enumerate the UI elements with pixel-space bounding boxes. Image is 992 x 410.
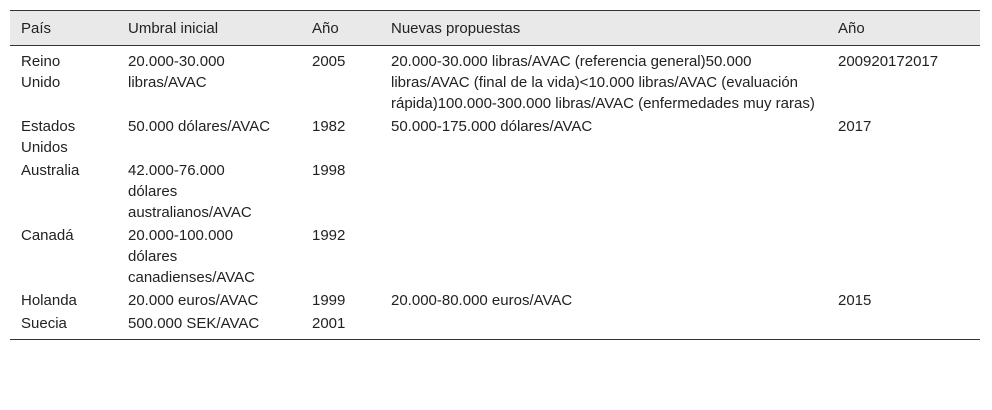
table-row (10, 115, 980, 159)
threshold-table (10, 10, 980, 340)
cell-ano: 1992 (312, 227, 346, 244)
cell-propuestas: 20.000-80.000 euros/AVAC (391, 292, 573, 309)
cell-umbral: 42.000-76.000 dólares australianos/AVAC (128, 162, 252, 221)
cell-pais: Suecia (21, 315, 67, 332)
cell-propuestas: 20.000-30.000 libras/AVAC (referencia general)50.000 libras/AVAC (final de la vida)<10.000 libras/AVAC (evaluación rápida)100.000-300.000 libras/AVAC (enfermedades muy raras) (391, 53, 815, 112)
cell-ano: 1982 (312, 118, 346, 135)
cell-pais: Estados Unidos (21, 118, 76, 156)
cell-propuestas (380, 159, 827, 224)
cell-pais: Reino Unido (21, 53, 61, 91)
table-row (10, 159, 980, 224)
cell-ano: 1999 (312, 292, 346, 309)
cell-pais: Holanda (21, 292, 77, 309)
cell-ano: 2005 (312, 53, 346, 70)
table-row (10, 289, 980, 312)
cell-umbral: 20.000 euros/AVAC (128, 292, 259, 309)
header-nuevas-propuestas: Nuevas propuestas (391, 20, 521, 37)
table-body (10, 46, 980, 340)
cell-pais: Australia (21, 162, 80, 179)
cell-ano-propuestas (827, 224, 980, 289)
header-ano-propuestas: Año (838, 20, 865, 37)
cell-ano-propuestas (827, 312, 980, 340)
cell-ano-propuestas: 2015 (838, 292, 872, 309)
table-row (10, 46, 980, 116)
header-pais: País (21, 20, 52, 37)
cell-propuestas: 50.000-175.000 dólares/AVAC (391, 118, 593, 135)
cell-ano-propuestas: 200920172017 (838, 53, 939, 70)
cell-ano: 2001 (312, 315, 346, 332)
cell-umbral: 20.000-100.000 dólares canadienses/AVAC (128, 227, 256, 286)
header-umbral-inicial: Umbral inicial (128, 20, 219, 37)
header-ano: Año (312, 20, 339, 37)
cell-umbral: 20.000-30.000 libras/AVAC (128, 53, 225, 91)
cell-ano-propuestas: 2017 (838, 118, 872, 135)
cell-ano: 1998 (312, 162, 346, 179)
table-row (10, 224, 980, 289)
table-header (10, 11, 980, 46)
threshold-table-container (10, 10, 980, 340)
cell-pais: Canadá (21, 227, 74, 244)
cell-umbral: 50.000 dólares/AVAC (128, 118, 271, 135)
cell-propuestas (380, 224, 827, 289)
cell-umbral: 500.000 SEK/AVAC (128, 315, 260, 332)
cell-ano-propuestas (827, 159, 980, 224)
table-row (10, 312, 980, 340)
header-row (10, 11, 980, 46)
cell-propuestas (380, 312, 827, 340)
